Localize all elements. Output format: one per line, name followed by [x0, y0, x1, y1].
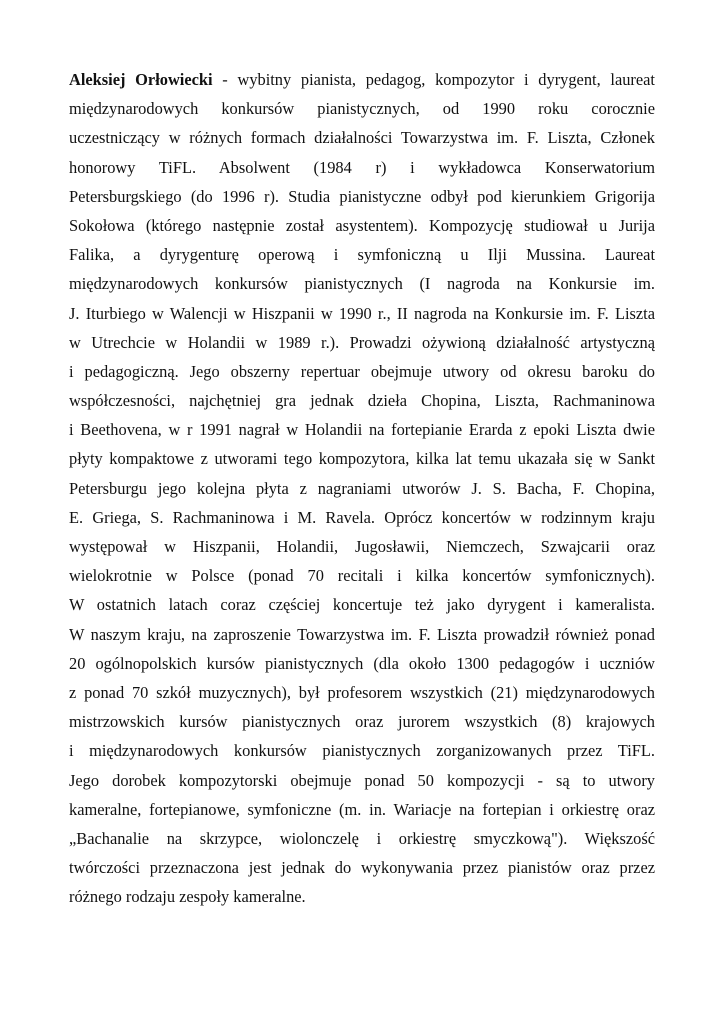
paragraph-line: honorowy TiFL. Absolwent (1984 r) i wykładowca Konserwatorium: [69, 157, 655, 177]
paragraph-line-last: różnego rodzaju zespoły kameralne.: [69, 887, 306, 907]
paragraph-line: uczestniczący w różnych formach działalności Towarzystwa im. F. Liszta, Członek: [69, 128, 655, 148]
paragraph-line-first: [69, 65, 655, 94]
paragraph-line: kameralne, fortepianowe, symfoniczne (m. in. Wariacje na fortepian i orkiestrę oraz: [69, 799, 655, 819]
first-line-text: - wybitny pianista, pedagog, kompozytor i dyrygent, laureat: [212, 70, 655, 89]
paragraph-line: twórczości przeznaczona jest jednak do wykonywania przez pianistów oraz przez: [69, 858, 655, 878]
paragraph-line: „Bachanalie na skrzypce, wiolonczelę i orkiestrę smyczkową"). Większość: [69, 828, 655, 848]
paragraph-line: J. Iturbiego w Walencji w Hiszpanii w 1990 r., II nagroda na Konkursie im. F. Liszta: [69, 303, 655, 323]
paragraph-line: E. Griega, S. Rachmaninowa i M. Ravela. Oprócz koncertów w rodzinnym kraju: [69, 507, 655, 527]
paragraph-line: i międzynarodowych konkursów pianistycznych zorganizowanych przez TiFL.: [69, 741, 655, 761]
paragraph-line: i pedagogiczną. Jego obszerny repertuar obejmuje utwory od okresu baroku do: [69, 361, 655, 381]
paragraph-line: w Utrechcie w Holandii w 1989 r.). Prowadzi ożywioną działalność artystyczną: [69, 332, 655, 352]
paragraph-line: mistrzowskich kursów pianistycznych oraz jurorem wszystkich (8) krajowych: [69, 712, 655, 732]
paragraph-line: występował w Hiszpanii, Holandii, Jugosławii, Niemczech, Szwajcarii oraz: [69, 537, 655, 556]
paragraph-line: wielokrotnie w Polsce (ponad 70 recitali i kilka koncertów symfonicznych).: [69, 566, 655, 586]
paragraph-line: z ponad 70 szkół muzycznych), był profesorem wszystkich (21) międzynarodowych: [69, 682, 655, 702]
paragraph-line: 20 ogólnopolskich kursów pianistycznych (dla około 1300 pedagogów i uczniów: [69, 653, 655, 673]
paragraph-line: Jego dorobek kompozytorski obejmuje ponad 50 kompozycji - są to utwory: [69, 770, 655, 790]
paragraph-line: międzynarodowych konkursów pianistycznych (I nagroda na Konkursie im.: [69, 274, 655, 294]
paragraph-line: W naszym kraju, na zaproszenie Towarzystwa im. F. Liszta prowadził również ponad: [69, 624, 655, 644]
biography-paragraph: [69, 65, 655, 911]
paragraph-line: współczesności, najchętniej gra jednak dzieła Chopina, Liszta, Rachmaninowa: [69, 391, 655, 411]
paragraph-line: i Beethovena, w r 1991 nagrał w Holandii na fortepianie Erarda z epoki Liszta dwie: [69, 420, 655, 440]
paragraph-line: Petersburgu jego kolejna płyta z nagraniami utworów J. S. Bacha, F. Chopina,: [69, 478, 655, 498]
paragraph-line: W ostatnich latach coraz częściej koncertuje też jako dyrygent i kameralista.: [69, 595, 655, 615]
paragraph-line: Sokołowa (którego następnie został asystentem). Kompozycję studiował u Jurija: [69, 215, 655, 235]
author-name: Aleksiej Orłowiecki: [69, 70, 213, 89]
paragraph-line: Falika, a dyrygenturę operową i symfoniczną u Ilji Mussina. Laureat: [69, 245, 655, 265]
paragraph-line: międzynarodowych konkursów pianistycznych, od 1990 roku corocznie: [69, 99, 655, 119]
paragraph-line: płyty kompaktowe z utworami tego kompozytora, kilka lat temu ukazała się w Sankt: [69, 449, 655, 469]
paragraph-line: Petersburgskiego (do 1996 r). Studia pianistyczne odbył pod kierunkiem Grigorija: [69, 186, 655, 206]
